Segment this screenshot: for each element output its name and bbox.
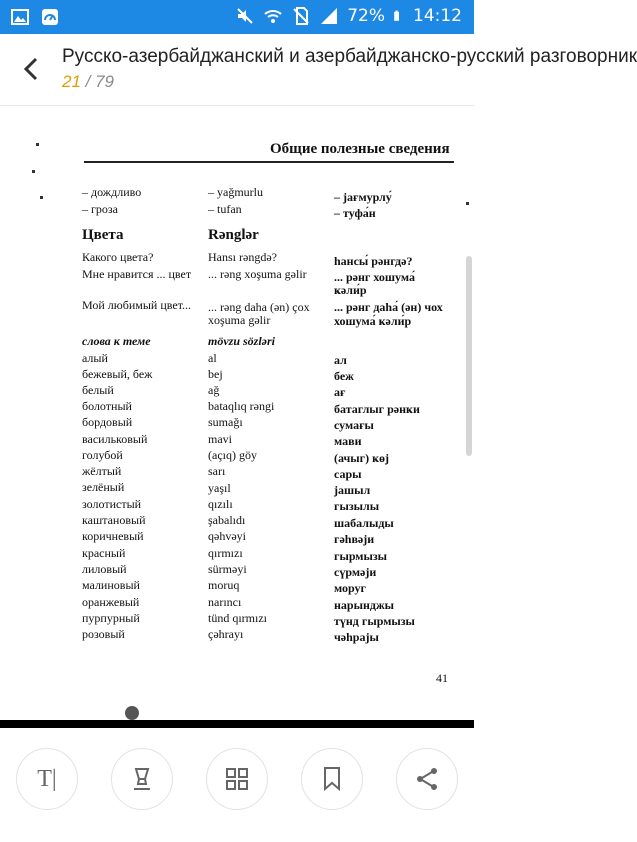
- heading-rule: [84, 161, 454, 163]
- az-cell: moruq: [208, 578, 240, 592]
- az-cell: bej: [208, 367, 223, 381]
- az-cell: qızılı: [208, 497, 233, 511]
- az-cell: – tufan: [208, 202, 242, 216]
- az-subsection: mövzu sözləri: [208, 334, 276, 348]
- cy-cell: – туфа́н: [334, 206, 376, 220]
- mute-icon: [235, 6, 255, 26]
- az-cell: ... rəng xoşuma gəlir: [208, 267, 307, 281]
- cy-cell: сумағы: [334, 418, 374, 432]
- highlighter-icon: [128, 765, 156, 793]
- cy-cell-cont: хошума́ ҝәли́р: [334, 314, 412, 328]
- ru-cell: каштановый: [82, 513, 146, 527]
- cy-cell: ... рәнг хошума́: [334, 270, 415, 284]
- scan-speck: [32, 170, 35, 173]
- share-icon: [414, 766, 440, 792]
- ru-section-title: Цвета: [82, 227, 124, 243]
- az-cell: sumağı: [208, 415, 243, 429]
- az-cell: mavi: [208, 432, 232, 446]
- gallery-icon: [10, 7, 30, 27]
- signal-icon: [319, 6, 339, 26]
- cy-cell: сүрмәји: [334, 565, 377, 579]
- cy-cell: ал: [334, 353, 347, 367]
- cy-cell: јашыл: [334, 483, 371, 497]
- ru-cell: жёлтый: [82, 464, 122, 478]
- share-button[interactable]: [396, 748, 458, 810]
- az-cell: yaşıl: [208, 481, 231, 495]
- ru-cell: зелёный: [82, 480, 125, 494]
- no-sim-icon: [291, 6, 311, 26]
- page-current: 21: [62, 72, 81, 91]
- cy-cell-cont: ҝәли́р: [334, 283, 367, 297]
- az-cell: (açıq) göy: [208, 448, 257, 462]
- scrollbar-thumb[interactable]: [466, 256, 472, 456]
- cy-cell: нарынджы: [334, 598, 395, 612]
- cy-cell: ағ: [334, 385, 346, 399]
- az-cell: al: [208, 351, 217, 365]
- clock: 14:12: [413, 6, 462, 26]
- scan-speck: [36, 143, 39, 146]
- az-cell: çəhrayı: [208, 627, 244, 641]
- cy-cell: мави: [334, 434, 362, 448]
- az-cell: qırmızı: [208, 546, 243, 560]
- cy-cell: гәhвәји: [334, 532, 375, 546]
- cy-cell: ... рәнг даhа́ (ән) чох: [334, 300, 443, 314]
- ru-cell: белый: [82, 383, 114, 397]
- ru-cell: – дождливо: [82, 185, 142, 199]
- section-heading: Общие полезные сведения: [270, 141, 450, 157]
- back-arrow-icon[interactable]: [18, 54, 46, 84]
- cy-cell: моруг: [334, 581, 366, 595]
- battery-percent: 72%: [347, 6, 385, 26]
- bookmark-icon: [321, 766, 343, 792]
- cy-cell: (ачыг) ҝөј: [334, 451, 390, 465]
- ru-cell: васильковый: [82, 432, 148, 446]
- book-title: Русско-азербайджанский и азербайджанско-русский разговорник: [62, 46, 637, 67]
- cy-cell: түнд гырмызы: [334, 614, 415, 628]
- page-counter: [62, 72, 114, 92]
- az-cell: sarı: [208, 464, 226, 478]
- ru-cell: болотный: [82, 399, 132, 413]
- status-bar: [0, 0, 474, 34]
- cy-cell: гызылы: [334, 499, 380, 513]
- ru-cell: Мой любимый цвет...: [82, 298, 192, 312]
- ru-cell: розовый: [82, 627, 125, 641]
- ru-cell: Мне нравится ... цвет: [82, 267, 192, 281]
- wifi-icon: [263, 6, 283, 26]
- az-cell: tünd qırmızı: [208, 611, 267, 625]
- az-cell: – yağmurlu: [208, 185, 263, 199]
- az-cell: ... rəng daha (ən) çox: [208, 300, 310, 314]
- bottom-toolbar: [0, 728, 474, 842]
- az-cell: Hansı rəngdə?: [208, 250, 277, 264]
- az-section-title: Rənglər: [208, 227, 259, 243]
- document-page[interactable]: [0, 106, 474, 720]
- page-separator: /: [80, 72, 96, 91]
- cy-cell: hансы́ рәнгдә?: [334, 254, 413, 268]
- cy-cell: беж: [334, 369, 354, 383]
- highlight-button[interactable]: [111, 748, 173, 810]
- cy-cell: батаглыг рәнҝи: [334, 402, 420, 416]
- az-cell: şabalıdı: [208, 513, 246, 527]
- az-cell: bataqlıq rəngi: [208, 399, 275, 413]
- page-indicator-dot[interactable]: [125, 706, 139, 720]
- scan-speck: [466, 202, 469, 205]
- az-cell-cont: xoşuma gəlir: [208, 313, 271, 327]
- ru-subsection: слова к теме: [82, 334, 151, 348]
- ru-cell: пурпурный: [82, 611, 140, 625]
- ru-cell: малиновый: [82, 578, 140, 592]
- grid-view-button[interactable]: [206, 748, 268, 810]
- az-cell: sürməyi: [208, 562, 247, 576]
- az-cell: qəhvəyi: [208, 529, 246, 543]
- ru-cell: золотистый: [82, 497, 142, 511]
- ru-cell: – гроза: [82, 202, 118, 216]
- cy-cell: шабалыды: [334, 516, 394, 530]
- ru-cell: лиловый: [82, 562, 127, 576]
- ru-cell: коричневый: [82, 529, 144, 543]
- grid-icon: [225, 767, 249, 791]
- scan-speck: [40, 196, 43, 199]
- cy-cell: гырмызы: [334, 549, 388, 563]
- ru-cell: красный: [82, 546, 126, 560]
- text-cursor-icon: T|: [37, 765, 57, 792]
- ru-cell: Какого цвета?: [82, 250, 154, 264]
- app-header: [0, 34, 637, 106]
- battery-icon: [393, 6, 405, 26]
- scanned-page: [0, 106, 474, 720]
- cy-cell: сары: [334, 467, 362, 481]
- page-bottom-edge: [0, 720, 474, 728]
- printed-page-number: 41: [436, 671, 448, 685]
- cy-cell: – јағмурлу́: [334, 190, 392, 204]
- ru-cell: бежевый, беж: [82, 367, 153, 381]
- az-cell: narıncı: [208, 595, 242, 609]
- ru-cell: бордовый: [82, 415, 133, 429]
- ru-cell: алый: [82, 351, 108, 365]
- text-mode-button[interactable]: [16, 748, 78, 810]
- cy-cell: чәhрајы: [334, 630, 379, 644]
- bookmark-button[interactable]: [301, 748, 363, 810]
- speedometer-icon: [40, 7, 60, 27]
- az-cell: ağ: [208, 383, 220, 397]
- ru-cell: голубой: [82, 448, 123, 462]
- ru-cell: оранжевый: [82, 595, 140, 609]
- page-total: 79: [95, 72, 115, 91]
